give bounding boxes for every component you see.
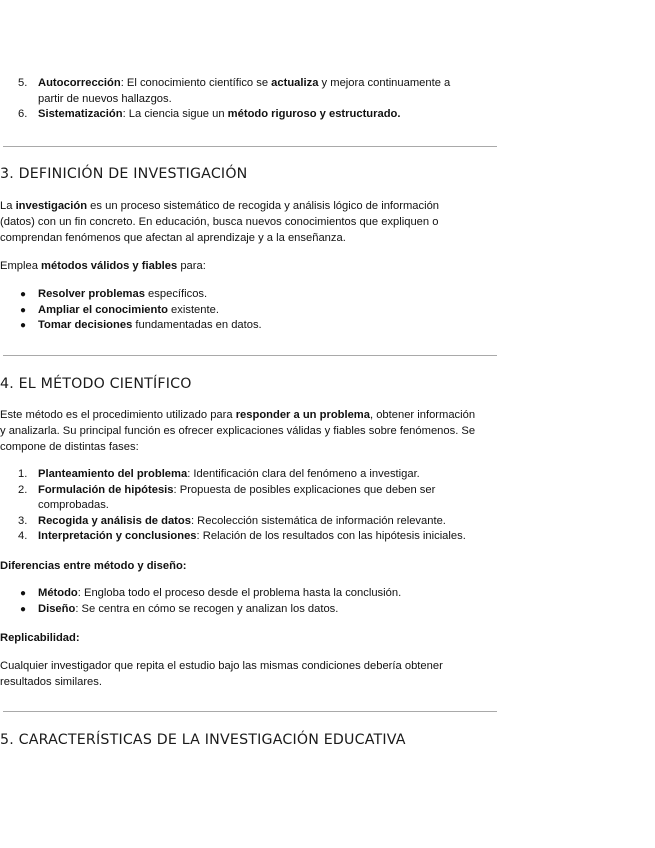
section-divider: [0, 711, 500, 712]
text: fundamentadas en datos.: [132, 319, 262, 332]
list-number: 1.: [18, 468, 28, 480]
list-item-continuation: comprobadas.: [38, 499, 109, 512]
list-item: [0, 467, 500, 483]
bullet-icon: ●: [20, 320, 27, 332]
text: es un proceso sistemático de recogida y análisis lógico de información: [87, 200, 440, 212]
text: : Relación de los resultados con las hipótesis iniciales.: [196, 530, 466, 543]
section-3-methods: [0, 258, 500, 274]
bullet-icon: ●: [20, 304, 27, 316]
text: existente.: [167, 303, 219, 316]
bold-term: Método: [38, 587, 78, 599]
list-item: [0, 107, 500, 123]
section-4-intro: [0, 407, 500, 455]
section-3-intro: [0, 198, 500, 246]
section-heading: 3. DEFINICIÓN DE INVESTIGACIÓN: [0, 166, 248, 182]
list-item: [0, 287, 500, 303]
text: específicos.: [144, 288, 208, 300]
list-number: 3.: [18, 514, 28, 527]
bullet-icon: ●: [20, 603, 27, 615]
list-item: [0, 303, 500, 319]
text: : Engloba todo el proceso desde el problema hasta la conclusión.: [77, 587, 402, 599]
replicability-heading: [0, 630, 500, 646]
list-item: [0, 586, 500, 602]
list-item: [0, 483, 500, 514]
paragraph: [0, 407, 500, 455]
bullet-icon: ●: [20, 289, 27, 300]
text: (datos) con un fin concreto. En educación, busca nuevos conocimientos que expliquen o: [0, 216, 439, 228]
text: : Se centra en cómo se recogen y analizan los datos.: [75, 602, 339, 615]
subheading: [0, 558, 500, 574]
text: comprendan fenómenos que afectan al aprendizaje y a la enseñanza.: [0, 232, 346, 244]
replicability-paragraph: [0, 658, 500, 690]
list-item: [0, 514, 500, 530]
list-item-text: : La ciencia sigue un: [122, 108, 228, 121]
subheading: [0, 630, 500, 646]
differences-heading: [0, 558, 500, 574]
list-number: 5.: [18, 77, 28, 89]
text: : Identificación clara del fenómeno a investigar.: [187, 468, 420, 480]
list-item-text: : El conocimiento científico se: [120, 77, 272, 89]
bold-term: Tomar decisiones: [38, 319, 133, 332]
text: , obtener información: [369, 409, 476, 421]
section-3-bullets: [0, 287, 500, 334]
list-number: 6.: [18, 108, 28, 121]
section-heading: 5. CARACTERÍSTICAS DE LA INVESTIGACIÓN EDUCATIVA: [0, 732, 406, 748]
section-3: [0, 166, 500, 182]
list-item-term: Sistematización: [38, 108, 123, 121]
text: Cualquier investigador que repita el estudio bajo las mismas condiciones debería obtener: [0, 660, 443, 672]
text: Emplea: [0, 260, 42, 272]
subheading-text: Replicabilidad:: [0, 632, 80, 644]
list-item-emphasis: actualiza: [271, 77, 319, 89]
bold-term: Ampliar el conocimiento: [38, 303, 168, 316]
bold-term: responder a un problema: [235, 409, 370, 421]
list-item: [0, 529, 500, 545]
paragraph: [0, 258, 500, 274]
text: para:: [177, 260, 206, 272]
section-divider: [0, 355, 500, 356]
list-item: [0, 602, 500, 618]
list-item-emphasis: método riguroso y estructurado.: [227, 108, 401, 121]
bold-term: Planteamiento del problema: [38, 468, 188, 480]
differences-list: [0, 586, 500, 617]
list-item: [0, 318, 500, 334]
text: Este método es el procedimiento utilizado para: [0, 409, 236, 421]
bold-term: Interpretación y conclusiones: [38, 530, 197, 543]
text: La: [0, 200, 16, 212]
list-number: 2.: [18, 483, 28, 496]
bold-term: Recogida y análisis de datos: [38, 514, 191, 527]
characteristics-list-continued: [0, 76, 500, 123]
section-heading: 4. EL MÉTODO CIENTÍFICO: [0, 376, 192, 392]
bold-term: Resolver problemas: [38, 288, 145, 300]
section-5: [0, 732, 500, 748]
list-item: [0, 76, 500, 107]
text: resultados similares.: [0, 676, 102, 688]
section-divider: [0, 146, 500, 147]
bold-term: Diseño: [38, 602, 76, 615]
text: : Recolección sistemática de información relevante.: [190, 514, 446, 527]
text: y analizarla. Su principal función es ofrecer explicaciones válidas y fiables sobre fenómenos. Se: [0, 425, 476, 437]
list-number: 4.: [18, 530, 28, 543]
subheading-text: Diferencias entre método y diseño:: [0, 560, 187, 572]
list-item-term: Autocorrección: [38, 77, 121, 89]
bold-term: investigación: [15, 200, 88, 212]
list-item-text: y mejora continuamente a: [318, 77, 451, 89]
text: compone de distintas fases:: [0, 441, 139, 453]
section-4: [0, 376, 500, 392]
paragraph: [0, 198, 500, 246]
text: : Propuesta de posibles explicaciones que deben ser: [173, 483, 436, 496]
bullet-icon: ●: [20, 588, 27, 599]
bold-term: Formulación de hipótesis: [38, 483, 174, 496]
list-item-continuation: partir de nuevos hallazgos.: [38, 92, 172, 105]
bold-term: métodos válidos y fiables: [41, 260, 178, 272]
paragraph: [0, 658, 500, 690]
section-4-phases: [0, 467, 500, 545]
